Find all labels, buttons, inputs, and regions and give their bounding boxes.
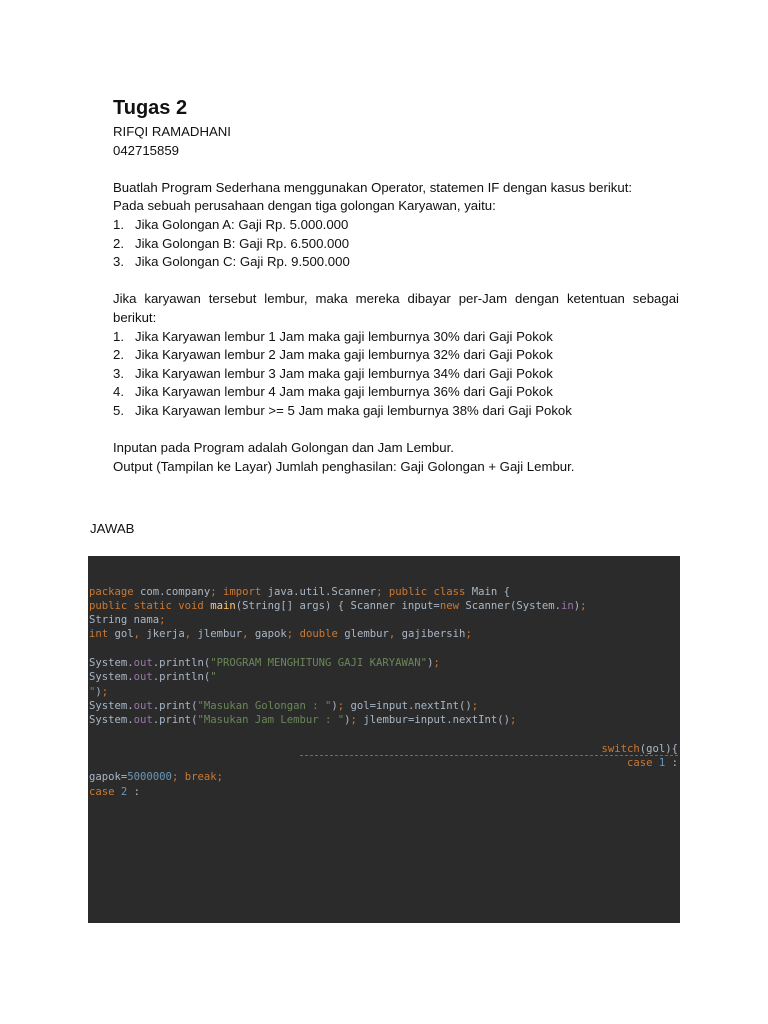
code-token: " bbox=[89, 685, 96, 698]
list-text: Jika Karyawan lembur 4 Jam maka gaji lemburnya 36% dari Gaji Pokok bbox=[135, 384, 553, 400]
code-line bbox=[88, 742, 680, 756]
spacer bbox=[113, 272, 679, 291]
code-token: ; bbox=[171, 771, 179, 784]
code-token: (gol){ bbox=[639, 742, 678, 755]
student-name: RIFQI RAMADHANI bbox=[113, 124, 231, 139]
code-token: glembur bbox=[337, 628, 389, 641]
list-text: Jika Golongan A: Gaji Rp. 5.000.000 bbox=[135, 216, 349, 232]
overtime-list bbox=[113, 328, 679, 421]
list-number: 4. bbox=[113, 384, 124, 400]
code-token: .println( bbox=[152, 657, 211, 670]
overtime-intro: Jika karyawan tersebut lembur, maka mereka dibayar per-Jam dengan ketentuan sebagai berikut: bbox=[113, 291, 679, 325]
code-token: switch bbox=[601, 742, 640, 755]
code-line bbox=[88, 599, 680, 613]
code-line bbox=[88, 642, 680, 656]
code-token: ; bbox=[159, 614, 166, 627]
code-line bbox=[88, 713, 680, 727]
code-token: ; bbox=[101, 685, 109, 698]
code-token: ; bbox=[350, 714, 357, 727]
code-token: jlembur bbox=[191, 628, 243, 641]
code-token: gol=input.nextInt() bbox=[344, 699, 472, 712]
code-token: main bbox=[203, 599, 236, 612]
list-number: 1. bbox=[113, 216, 124, 232]
spacer bbox=[113, 421, 679, 440]
code-token: ) bbox=[344, 714, 351, 727]
code-token: new bbox=[439, 599, 459, 612]
golongan-item bbox=[113, 253, 679, 272]
code-token: Main { bbox=[465, 585, 511, 598]
overtime-item bbox=[113, 402, 679, 421]
code-token: , bbox=[133, 628, 141, 641]
code-token: System. bbox=[89, 699, 134, 712]
code-token: class bbox=[427, 585, 466, 598]
code-token: case bbox=[89, 785, 115, 798]
code-token: , bbox=[184, 628, 192, 641]
code-token: ; bbox=[376, 585, 383, 598]
list-number: 5. bbox=[113, 402, 124, 418]
code-token: gajibersih bbox=[395, 628, 466, 641]
dashed-divider bbox=[300, 755, 678, 756]
golongan-list bbox=[113, 216, 679, 272]
code-token: ) bbox=[427, 657, 434, 670]
code-token: : bbox=[127, 785, 141, 798]
code-token: public static void bbox=[89, 599, 204, 612]
list-text: Jika Karyawan lembur 3 Jam maka gaji lemburnya 34% dari Gaji Pokok bbox=[135, 365, 553, 381]
code-token: ; bbox=[510, 714, 517, 727]
list-text: Jika Karyawan lembur 2 Jam maka gaji lemburnya 32% dari Gaji Pokok bbox=[135, 347, 553, 363]
code-token: (String[] args) { Scanner input= bbox=[235, 599, 440, 612]
code-line bbox=[88, 699, 680, 713]
code-token: .print( bbox=[152, 699, 198, 712]
code-line bbox=[88, 670, 680, 684]
code-line bbox=[88, 627, 680, 641]
code-token: com.company bbox=[133, 585, 211, 598]
overtime-item bbox=[113, 328, 679, 347]
code-line bbox=[88, 656, 680, 670]
list-text: Jika Golongan B: Gaji Rp. 6.500.000 bbox=[135, 235, 350, 251]
code-token: out bbox=[133, 671, 153, 684]
code-token: in bbox=[561, 599, 574, 612]
list-number: 1. bbox=[113, 328, 124, 344]
case-intro: Pada sebuah perusahaan dengan tiga golongan Karyawan, yaitu: bbox=[113, 198, 496, 214]
input-description: Inputan pada Program adalah Golongan dan Jam Lembur. bbox=[113, 440, 454, 456]
code-line bbox=[88, 685, 680, 699]
code-token: Scanner(System. bbox=[458, 599, 562, 612]
golongan-item bbox=[113, 216, 679, 235]
document-title: Tugas 2 bbox=[113, 97, 188, 119]
overtime-item bbox=[113, 365, 679, 384]
code-token: , bbox=[242, 628, 249, 641]
code-token: ) bbox=[573, 599, 581, 612]
code-token: String nama bbox=[89, 614, 160, 627]
student-id: 042715859 bbox=[113, 142, 180, 158]
golongan-item bbox=[113, 235, 679, 254]
code-line bbox=[88, 756, 680, 770]
code-token: ; bbox=[286, 628, 294, 641]
code-token: out bbox=[133, 657, 153, 670]
spacer bbox=[113, 160, 679, 179]
assignment-document bbox=[113, 95, 679, 476]
code-token: jlembur=input.nextInt() bbox=[356, 714, 511, 727]
answer-heading: JAWAB bbox=[90, 521, 135, 536]
code-token: int bbox=[89, 628, 109, 641]
code-token: gapok bbox=[248, 628, 287, 641]
code-token: gol bbox=[108, 628, 134, 641]
output-description: Output (Tampilan ke Layar) Jumlah penghasilan: Gaji Golongan + Gaji Lembur. bbox=[113, 458, 575, 474]
list-text: Jika Karyawan lembur >= 5 Jam maka gaji lemburnya 38% dari Gaji Pokok bbox=[135, 402, 572, 418]
list-number: 2. bbox=[113, 235, 124, 251]
code-line bbox=[88, 613, 680, 627]
list-number: 3. bbox=[113, 365, 124, 381]
code-token: double bbox=[293, 628, 338, 641]
task-intro: Buatlah Program Sederhana menggunakan Operator, statemen IF dengan kasus berikut: bbox=[113, 179, 633, 195]
code-token: case bbox=[626, 757, 653, 770]
code-token: java.util.Scanner bbox=[261, 585, 377, 598]
code-token: "PROGRAM MENGHITUNG GAJI KARYAWAN" bbox=[210, 657, 428, 670]
code-token: import bbox=[216, 585, 262, 598]
code-token: 5000000 bbox=[127, 771, 172, 784]
list-text: Jika Karyawan lembur 1 Jam maka gaji lemburnya 30% dari Gaji Pokok bbox=[135, 328, 553, 344]
code-token: ; bbox=[216, 771, 223, 784]
code-token: ) bbox=[95, 685, 102, 698]
code-token: ) bbox=[331, 699, 338, 712]
code-token: System. bbox=[89, 714, 134, 727]
code-token: out bbox=[133, 699, 153, 712]
code-token: ; bbox=[465, 628, 472, 641]
code-token: break bbox=[178, 771, 217, 784]
code-token: System. bbox=[89, 671, 134, 684]
code-line bbox=[88, 585, 680, 599]
code-token: : bbox=[665, 757, 678, 770]
code-token: , bbox=[388, 628, 396, 641]
code-line bbox=[88, 770, 680, 784]
code-token: jkerja bbox=[140, 628, 185, 641]
code-token: ; bbox=[433, 657, 440, 670]
list-number: 3. bbox=[113, 254, 124, 270]
code-token: .print( bbox=[152, 714, 198, 727]
overtime-item bbox=[113, 383, 679, 402]
code-token: ; bbox=[580, 599, 587, 612]
code-screenshot bbox=[88, 556, 680, 923]
code-token: gapok= bbox=[89, 771, 128, 784]
code-token: public bbox=[382, 585, 428, 598]
code-token: ; bbox=[337, 699, 345, 712]
code-token: 1 bbox=[652, 757, 666, 770]
code-token: ; bbox=[471, 699, 479, 712]
code-token: System. bbox=[89, 657, 134, 670]
code-token: out bbox=[133, 714, 153, 727]
code-token: 2 bbox=[114, 785, 128, 798]
overtime-item bbox=[113, 346, 679, 365]
code-token: package bbox=[89, 585, 134, 598]
code-line bbox=[88, 728, 680, 742]
code-token: " bbox=[210, 671, 217, 684]
code-line bbox=[88, 785, 680, 799]
code-token: "Masukan Golongan : " bbox=[197, 699, 332, 712]
code-token: .println( bbox=[152, 671, 211, 684]
code-token: "Masukan Jam Lembur : " bbox=[197, 714, 345, 727]
code-token: ; bbox=[210, 585, 217, 598]
list-number: 2. bbox=[113, 347, 124, 363]
list-text: Jika Golongan C: Gaji Rp. 9.500.000 bbox=[135, 254, 350, 270]
